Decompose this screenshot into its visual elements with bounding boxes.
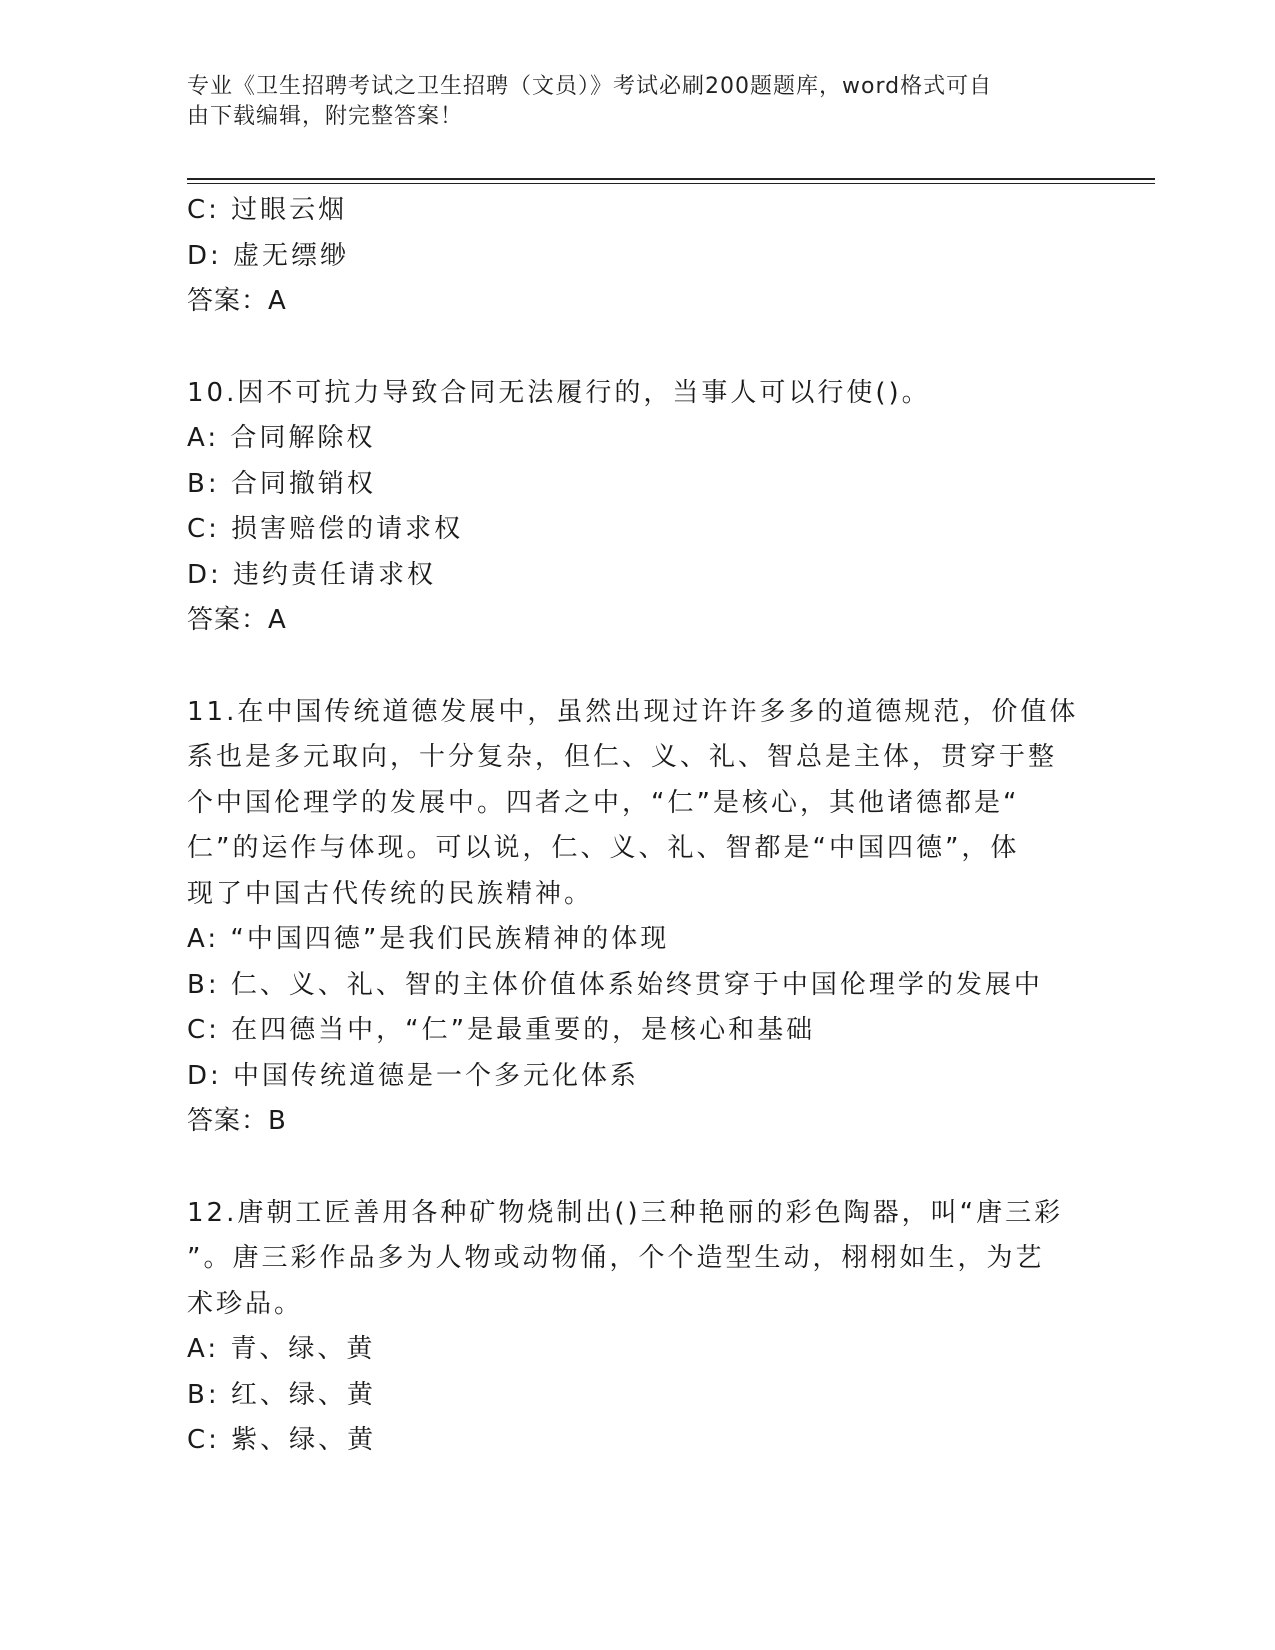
option-c: C: 在四德当中，“仁”是最重要的，是核心和基础	[187, 1015, 816, 1045]
option-c: C: 损害赔偿的请求权	[187, 514, 464, 544]
header-line-1: 专业《卫生招聘考试之卫生招聘（文员）》考试必刷200题题库，word格式可自	[187, 74, 993, 99]
question-stem-line: ”。唐三彩作品多为人物或动物俑，个个造型生动，栩栩如生，为艺	[187, 1243, 1045, 1273]
header-divider-thin	[187, 183, 1155, 184]
question-stem-line: 仁”的运作与体现。可以说，仁、义、礼、智都是“中国四德”，体	[187, 833, 1020, 863]
question-10	[187, 371, 1087, 644]
question-11	[187, 690, 1087, 1145]
header-divider-thick	[187, 178, 1155, 180]
option-c: C: 过眼云烟	[187, 195, 348, 225]
question-stem-line: 12.唐朝工匠善用各种矿物烧制出()三种艳丽的彩色陶器，叫“唐三彩	[187, 1197, 1064, 1228]
option-d: D: 违约责任请求权	[187, 559, 437, 590]
question-stem-line: 11.在中国传统道德发展中，虽然出现过许许多多的道德规范，价值体	[187, 696, 1079, 727]
option-a: A: 合同解除权	[187, 423, 376, 453]
header-line-2: 由下载编辑，附完整答案！	[187, 104, 464, 129]
question-fragment-9	[187, 188, 1087, 325]
option-a: A: “中国四德”是我们民族精神的体现	[187, 924, 670, 954]
document-header	[187, 72, 1067, 132]
option-c: C: 紫、绿、黄	[187, 1425, 377, 1455]
question-content	[187, 188, 1087, 1464]
option-d: D: 中国传统道德是一个多元化体系	[187, 1060, 640, 1091]
question-stem-line: 个中国伦理学的发展中。四者之中，“仁”是核心，其他诸德都是“	[187, 787, 1020, 818]
question-stem-line: 系也是多元取向，十分复杂，但仁、义、礼、智总是主体，贯穿于整	[187, 742, 1058, 772]
option-b: B: 仁、义、礼、智的主体价值体系始终贯穿于中国伦理学的发展中	[187, 969, 1043, 1000]
option-b: B: 合同撤销权	[187, 468, 376, 499]
question-stem-line: 现了中国古代传统的民族精神。	[187, 878, 594, 909]
option-d: D: 虚无缥缈	[187, 240, 350, 271]
question-stem: 10.因不可抗力导致合同无法履行的，当事人可以行使()。	[187, 377, 931, 408]
option-a: A: 青、绿、黄	[187, 1334, 376, 1364]
question-stem-line: 术珍品。	[187, 1288, 304, 1319]
option-b: B: 红、绿、黄	[187, 1379, 376, 1410]
answer-line: 答案：B	[187, 1106, 287, 1136]
answer-line: 答案：A	[187, 286, 287, 316]
answer-line: 答案：A	[187, 605, 287, 635]
question-12	[187, 1191, 1087, 1464]
